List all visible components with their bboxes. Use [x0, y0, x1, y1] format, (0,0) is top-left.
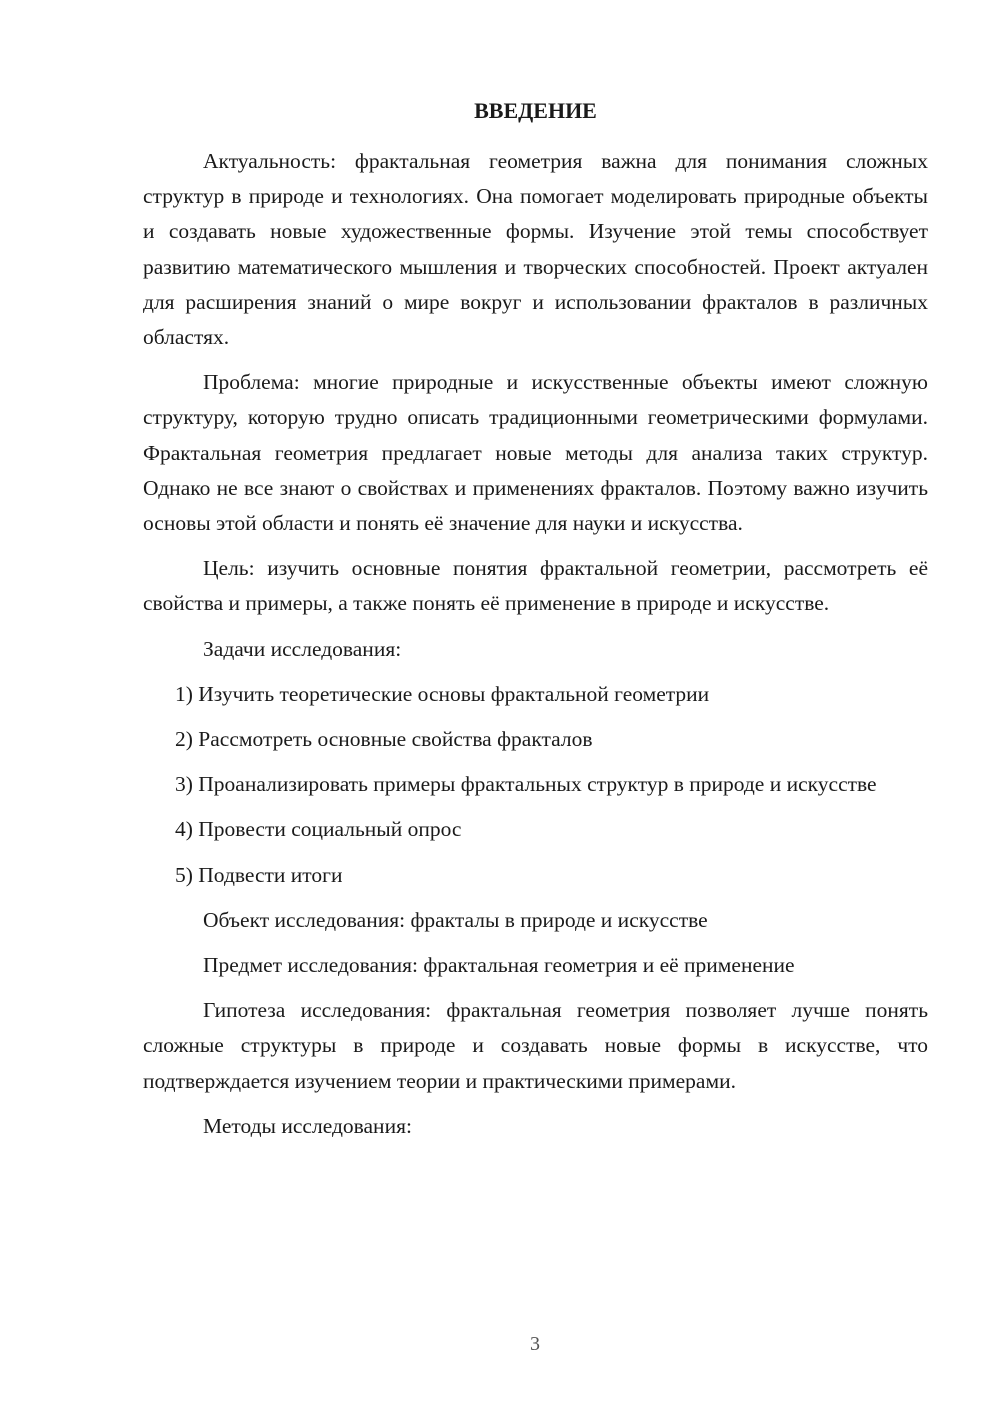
task-item: 3) Проанализировать примеры фрактальных структур в природе и искусстве: [175, 772, 877, 797]
problem-paragraph: Проблема: многие природные и искусственные объекты имеют сложную структуру, которую трудно описать традиционными геометрическими формулами. Фрактальная геометрия предлагает новые методы для анализа таких структур. Однако не все знают о свойствах и применениях фракталов. Поэтому важно изучить основы этой области и понять её значение для науки и искусства.: [143, 370, 928, 536]
task-item: 5) Подвести итоги: [175, 862, 343, 887]
task-item: 2) Рассмотреть основные свойства фракталов: [175, 727, 593, 752]
relevance-paragraph: Актуальность: фрактальная геометрия важна для понимания сложных структур в природе и технологиях. Она помогает моделировать природные объекты и создавать новые художественные формы. Изучение этой темы способствует развитию математического мышления и творческих способностей. Проект актуален для расширения знаний о мире вокруг и использовании фракталов в различных областях.: [143, 149, 928, 350]
document-page: [143, 96, 928, 1154]
object-paragraph: Объект исследования: фракталы в природе и искусстве: [203, 907, 708, 932]
methods-label: Методы исследования:: [203, 1113, 412, 1138]
subject-paragraph: Предмет исследования: фрактальная геометрия и её применение: [203, 953, 795, 978]
task-item: 1) Изучить теоретические основы фрактальной геометрии: [175, 681, 710, 706]
page-number: 3: [530, 1333, 540, 1355]
tasks-label: Задачи исследования:: [203, 636, 402, 661]
task-item: 4) Провести социальный опрос: [175, 817, 462, 842]
hypothesis-paragraph: Гипотеза исследования: фрактальная геометрия позволяет лучше понять сложные структуры в природе и создавать новые формы в искусстве, что подтверждается изучением теории и практическими примерами.: [143, 998, 928, 1093]
goal-paragraph: Цель: изучить основные понятия фрактальной геометрии, рассмотреть её свойства и примеры, а также понять её применение в природе и искусстве.: [143, 556, 928, 616]
page-title: ВВЕДЕНИЕ: [474, 98, 597, 123]
